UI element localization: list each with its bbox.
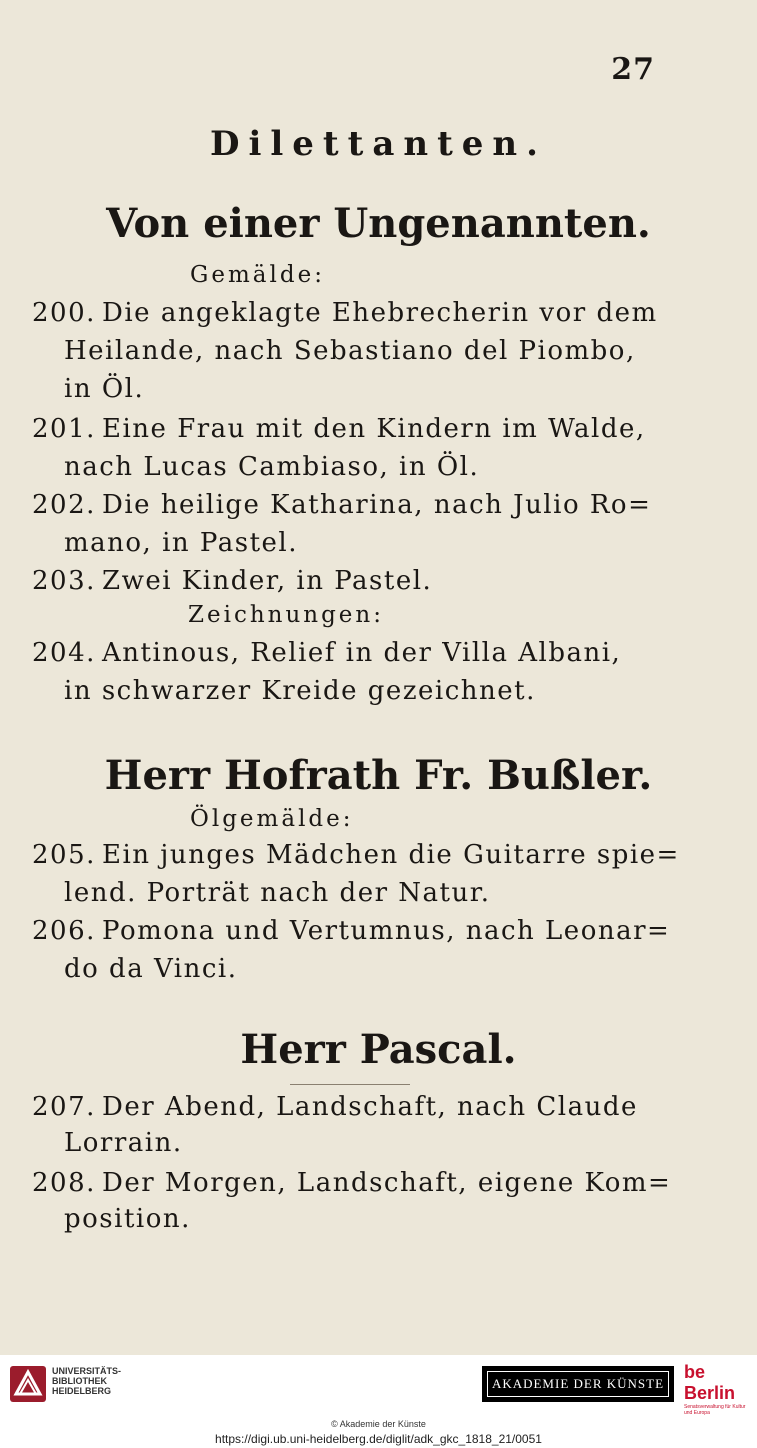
university-library-name[interactable]: [52, 1366, 121, 1396]
ub-line-1: UNIVERSITÄTS-: [52, 1366, 122, 1376]
heading-bussler: Herr Hofrath Fr. Bußler.: [104, 752, 653, 799]
entry-number: 203.: [32, 566, 96, 596]
entry-number: 208.: [32, 1168, 96, 1198]
entry-205-line-2: lend. Porträt nach der Natur.: [64, 878, 491, 908]
entry-200-line-2: Heilande, nach Sebastiano del Piombo,: [64, 336, 636, 366]
ub-line-2: BIBLIOTHEK: [52, 1376, 107, 1386]
entry-203-line-1: [32, 566, 432, 596]
entry-text: Die angeklagte Ehebrecherin vor dem: [102, 298, 658, 328]
entry-number: 201.: [32, 414, 96, 444]
university-library-logo-icon[interactable]: [8, 1364, 48, 1404]
adk-logo[interactable]: [482, 1366, 674, 1402]
entry-207-line-2: Lorrain.: [64, 1128, 183, 1158]
entry-number: 204.: [32, 638, 96, 668]
entry-200-line-1: [32, 298, 658, 328]
entry-text: Eine Frau mit den Kindern im Walde,: [102, 414, 646, 444]
subheading-oelgemaelde: Ölgemälde:: [190, 806, 354, 832]
entry-text: Pomona und Vertumnus, nach Leonar=: [102, 916, 671, 946]
copyright-notice: © Akademie der Künste: [331, 1419, 426, 1429]
entry-208-line-2: position.: [64, 1204, 191, 1234]
entry-text: Ein junges Mädchen die Guitarre spie=: [102, 840, 680, 870]
entry-207-line-1: [32, 1092, 638, 1122]
berlin-wordmark: be Berlin: [684, 1362, 736, 1403]
entry-204-line-2: in schwarzer Kreide gezeichnet.: [64, 676, 536, 706]
heading-ungenannten: Von einer Ungenannten.: [106, 200, 651, 247]
entry-number: 205.: [32, 840, 96, 870]
entry-number: 202.: [32, 490, 96, 520]
entry-text: Der Abend, Landschaft, nach Claude: [102, 1092, 638, 1122]
entry-201-line-1: [32, 414, 646, 444]
entry-text: Die heilige Katharina, nach Julio Ro=: [102, 490, 652, 520]
entry-202-line-2: mano, in Pastel.: [64, 528, 298, 558]
adk-label: AKADEMIE DER KÜNSTE: [487, 1371, 669, 1397]
subheading-zeichnungen: Zeichnungen:: [188, 602, 384, 628]
heading-pascal: Herr Pascal.: [240, 1026, 517, 1073]
divider-rule: [290, 1084, 410, 1085]
entry-text: Der Morgen, Landschaft, eigene Kom=: [102, 1168, 672, 1198]
entry-number: 200.: [32, 298, 96, 328]
heading-dilettanten: Dilettanten.: [209, 124, 547, 164]
entry-206-line-1: [32, 916, 670, 946]
entry-208-line-1: [32, 1168, 671, 1198]
entry-number: 206.: [32, 916, 96, 946]
entry-text: Antinous, Relief in der Villa Albani,: [102, 638, 622, 668]
entry-201-line-2: nach Lucas Cambiaso, in Öl.: [64, 452, 480, 482]
entry-206-line-2: do da Vinci.: [64, 954, 238, 984]
page-number: 27: [611, 52, 655, 87]
entry-204-line-1: [32, 638, 621, 668]
entry-200-line-3: in Öl.: [64, 374, 145, 404]
page-url-link[interactable]: https://digi.ub.uni-heidelberg.de/diglit/adk_gkc_1818_21/0051: [215, 1432, 542, 1446]
berlin-logo[interactable]: [684, 1362, 748, 1416]
entry-202-line-1: [32, 490, 651, 520]
entry-205-line-1: [32, 840, 680, 870]
berlin-subtitle: Senatsverwaltung für Kultur und Europa: [684, 1404, 746, 1416]
entry-number: 207.: [32, 1092, 96, 1122]
entry-text: Zwei Kinder, in Pastel.: [102, 566, 433, 596]
subheading-gemaelde: Gemälde:: [190, 262, 325, 288]
ub-line-3: HEIDELBERG: [52, 1386, 112, 1396]
